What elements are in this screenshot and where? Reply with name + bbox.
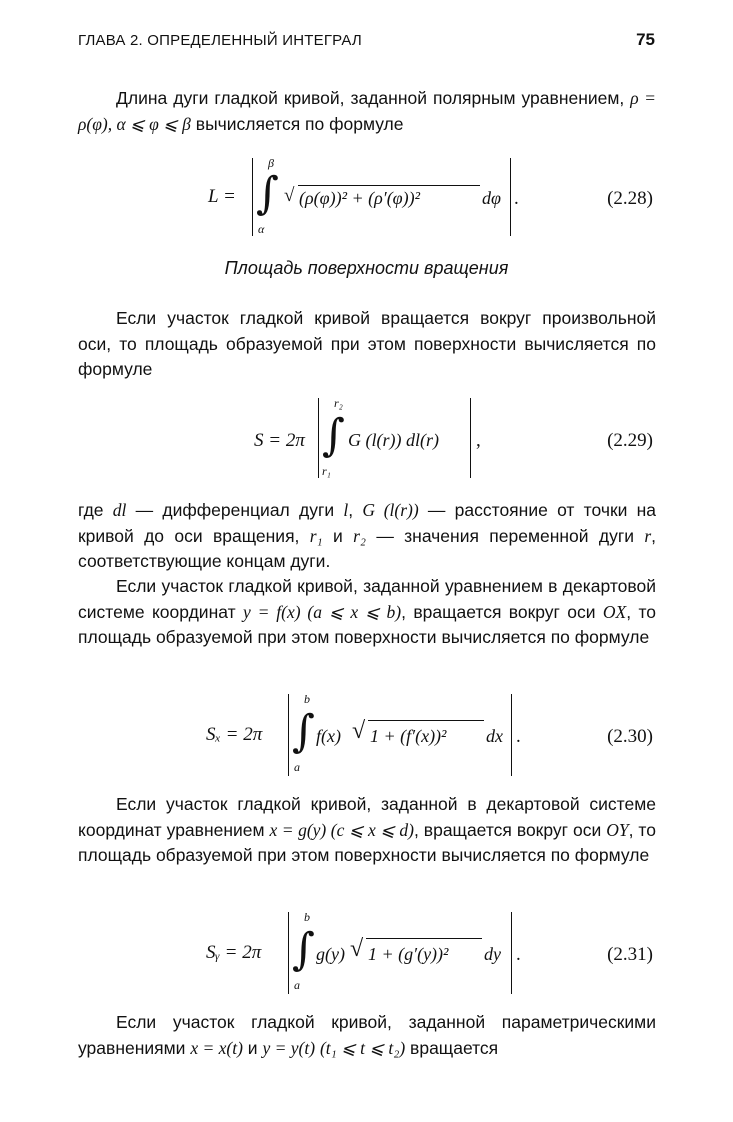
equation-trail: . [516,726,521,747]
equation-number: (2.29) [607,430,653,451]
integrand-factor: f(x) [316,726,341,746]
upper-limit: β [268,156,274,170]
equation-number: (2.30) [607,726,653,747]
paragraph-parametric: Если участок гладкой кривой, заданной параметрическими уравнениями x = x(t) и y = y(t) (t₁ ⩽ t ⩽ t₂) вращается [78,1012,656,1058]
lower-limit: a [294,978,300,992]
equation-trail: . [514,188,519,209]
page-number: 75 [636,30,655,49]
abs-bar-right [470,398,471,478]
lower-limit: a [294,760,300,774]
paragraph-arbitrary-axis: Если участок гладкой кривой вращается вокруг произвольной оси, то площадь образуемой при этом поверхности вычисляется по формуле [78,308,656,379]
running-header: ГЛАВА 2. ОПРЕДЕЛЕННЫЙ ИНТЕГРАЛ [78,32,362,49]
equation-2-31 [0,906,733,996]
equation-trail: . [516,944,521,965]
sqrt-overline [368,720,484,721]
equation-lhs: Sᵧ = 2π [206,942,262,963]
abs-bar-right [511,694,512,776]
differential: dx [486,726,503,746]
abs-bar-right [510,158,511,236]
equation-2-30 [0,688,733,778]
equation-2-29 [0,392,733,482]
abs-bar-left [318,398,319,478]
sqrt-sign: √ [352,718,366,744]
abs-bar-right [511,912,512,994]
equation-number: (2.28) [607,188,653,209]
integrand-factor: g(y) [316,944,345,964]
paragraph-arc-length-polar: Длина дуги гладкой кривой, заданной полярным уравнением, ρ = ρ(φ), α ⩽ φ ⩽ β вычисляется по формуле [78,88,656,134]
equation-2-28 [0,152,733,242]
upper-limit: b [304,692,310,706]
abs-bar-left [288,912,289,994]
abs-bar-left [252,158,253,236]
differential: dy [484,944,501,964]
equation-trail: , [476,430,481,451]
lower-limit: r₁ [322,464,331,478]
equation-number: (2.31) [607,944,653,965]
differential: dφ [482,188,501,208]
equation-lhs: L = [208,186,236,207]
equation-lhs: Sₓ = 2π [206,724,263,745]
upper-limit: b [304,910,310,924]
sqrt-overline [366,938,482,939]
sqrt-sign: √ [284,185,295,206]
inline-math: ρ = ρ(φ), α ⩽ φ ⩽ β [78,88,656,134]
integral-sign: ∫ [256,168,279,219]
paragraph-notation: где dl — дифференциал дуги l, G (l(r)) — расстояние от точки на кривой до оси вращения, r₁ и r₂ — значения переменной дуги r, соответствующие концам дуги. [78,500,657,571]
radicand: 1 + (g′(y))² [368,944,449,964]
integral-sign: ∫ [322,410,345,461]
integrand: (ρ(φ))² + (ρ′(φ))² [299,188,421,208]
section-title: Площадь поверхности вращения [224,258,509,278]
radicand: 1 + (f′(x))² [370,726,447,746]
integral-sign: ∫ [292,706,315,757]
abs-bar-left [288,694,289,776]
sqrt-sign: √ [350,936,364,962]
integral-sign: ∫ [292,924,315,975]
equation-lhs: S = 2π [254,430,305,451]
upper-limit: r₂ [334,396,343,410]
lower-limit: α [258,222,265,236]
paragraph-rotation-oy: Если участок гладкой кривой, заданной в декартовой системе координат уравнением x = g(y) (c ⩽ x ⩽ d), вращается вокруг оси OY, то площадь образуемой при этом поверхности вычисляется по формуле [78,794,656,865]
integrand: G (l(r)) dl(r) [348,430,439,450]
paragraph-rotation-ox: Если участок гладкой кривой, заданной уравнением в декартовой системе координат y = f(x) (a ⩽ x ⩽ b), вращается вокруг оси OX, то площадь образуемой при этом поверхности вычисляется по формуле [78,576,656,647]
sqrt-overline [298,185,480,186]
